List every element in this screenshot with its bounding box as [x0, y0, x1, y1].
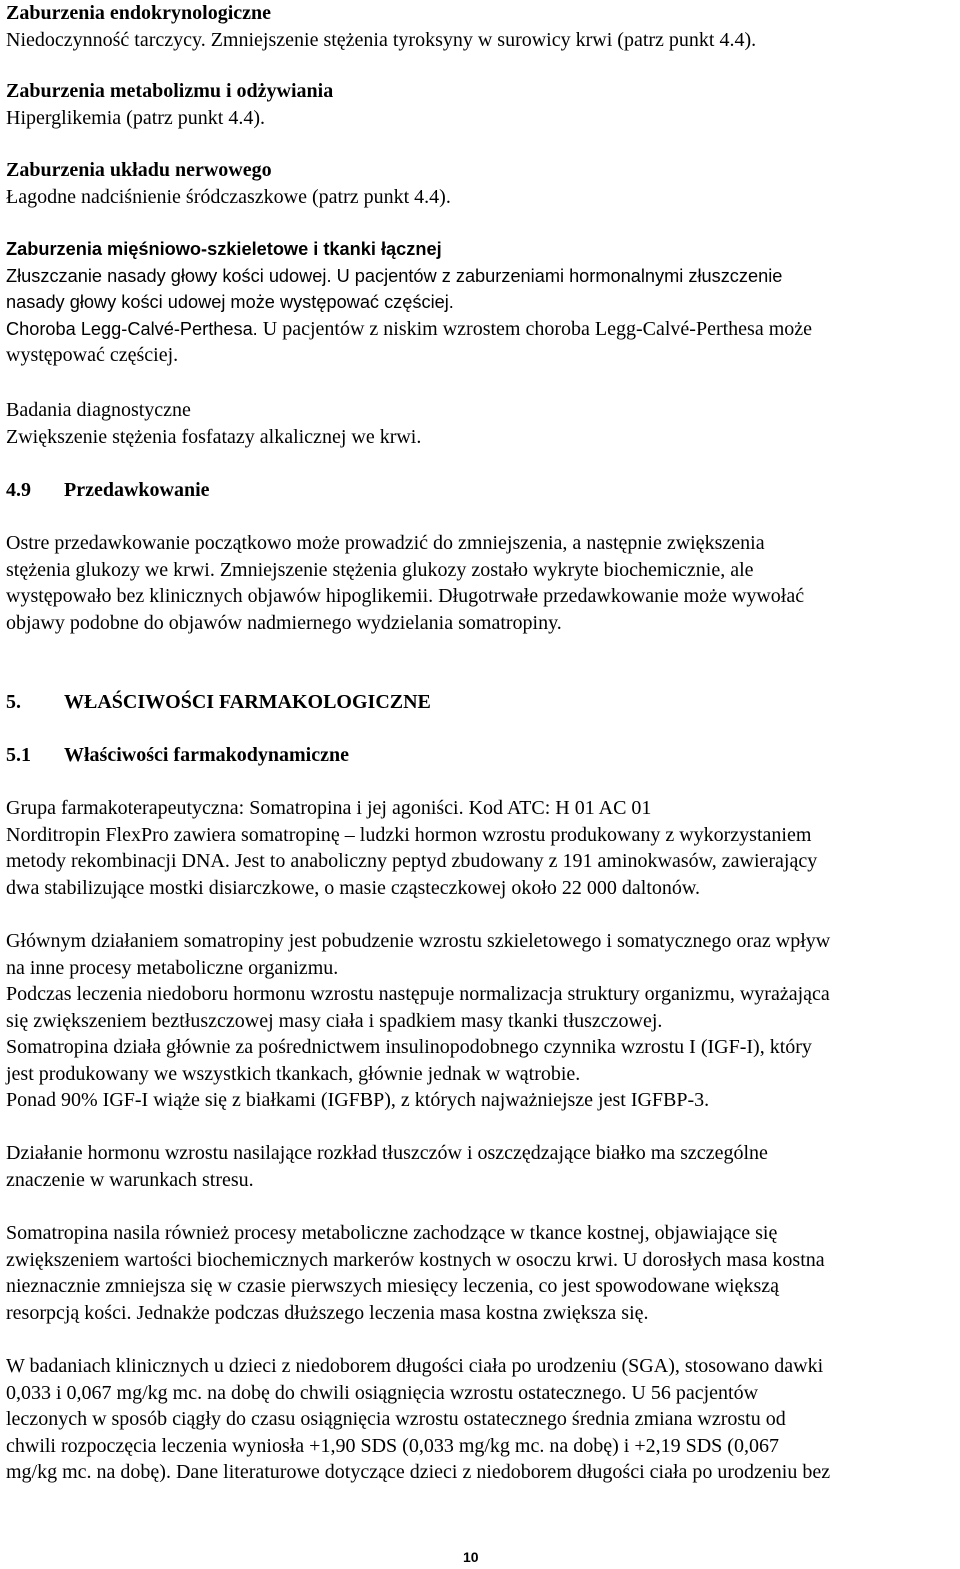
section-heading: Zaburzenia metabolizmu i odżywiania — [6, 80, 334, 102]
paragraph-line: objawy podobne do objawów nadmiernego wydzielania somatropiny. — [6, 611, 562, 634]
paragraph-line: na inne procesy metaboliczne organizmu. — [6, 956, 339, 979]
section-text-sans: Choroba Legg-Calvé-Perthesa. — [6, 318, 258, 339]
paragraph-hormone-action — [6, 1140, 956, 1193]
paragraph-line: Ostre przedawkowanie początkowo może prowadzić do zmniejszenia, a następnie zwiększenia — [6, 532, 765, 554]
heading-4-9 — [6, 477, 956, 504]
section-endocrine — [6, 0, 956, 53]
paragraph-line: W badaniach klinicznych u dzieci z niedoborem długości ciała po urodzeniu (SGA), stosowano dawki — [6, 1355, 824, 1377]
section-heading: Badania diagnostyczne — [6, 399, 191, 421]
paragraph-line: chwili rozpoczęcia leczenia wyniosła +1,90 SDS (0,033 mg/kg mc. na dobę) i +2,19 SDS (0,067 — [6, 1434, 779, 1457]
page-number: 10 — [463, 1549, 479, 1565]
heading-title: Właściwości farmakodynamiczne — [64, 744, 349, 766]
paragraph-line: metody rekombinacji DNA. Jest to anaboliczny peptyd zbudowany z 191 aminokwasów, zawierający — [6, 850, 818, 872]
paragraph-line: jest produkowany we wszystkich tkankach, głównie jednak w wątrobie. — [6, 1062, 581, 1085]
section-heading: Zaburzenia endokrynologiczne — [6, 2, 272, 24]
paragraph-line: występowało bez klinicznych objawów hipoglikemii. Długotrwałe przedawkowanie może wywołać — [6, 585, 805, 607]
paragraph-line: zwiększeniem wartości biochemicznych markerów kostnych w osoczu krwi. U dorosłych masa kostna — [6, 1248, 825, 1271]
paragraph-overdose — [6, 530, 956, 636]
paragraph-line: Głównym działaniem somatropiny jest pobudzenie wzrostu szkieletowego i somatycznego oraz wpływ — [6, 930, 831, 952]
paragraph-line: 0,033 i 0,067 mg/kg mc. na dobę do chwili osiągnięcia wzrostu ostatecznego. U 56 pacjentów — [6, 1381, 759, 1404]
section-text: Niedoczynność tarczycy. Zmniejszenie stężenia tyroksyny w surowicy krwi (patrz punkt 4.4). — [6, 28, 757, 51]
paragraph-pharmacotherapeutic-group — [6, 795, 956, 901]
section-nervous — [6, 157, 956, 210]
section-diagnostics — [6, 397, 956, 450]
paragraph-line: Grupa farmakoterapeutyczna: Somatropina i jej agoniści. Kod ATC: H 01 AC 01 — [6, 797, 652, 819]
paragraph-main-action — [6, 928, 956, 1114]
section-metabolism — [6, 78, 956, 131]
section-heading: Zaburzenia mięśniowo-szkieletowe i tkanki łącznej — [6, 239, 442, 259]
section-text: U pacjentów z niskim wzrostem choroba Legg-Calvé-Perthesa może — [257, 317, 813, 340]
section-text: występować częściej. — [6, 344, 179, 366]
heading-5 — [6, 689, 956, 716]
section-text: U pacjentów z zaburzeniami hormonalnymi złuszczenie — [331, 265, 783, 286]
paragraph-line: mg/kg mc. na dobę). Dane literaturowe dotyczące dzieci z niedoborem długości ciała po urodzeniu bez — [6, 1461, 831, 1483]
section-text: Hiperglikemia (patrz punkt 4.4). — [6, 106, 266, 129]
paragraph-line: stężenia glukozy we krwi. Zmniejszenie stężenia glukozy zostało wykryte biochemicznie, ale — [6, 558, 754, 581]
section-text: Zwiększenie stężenia fosfatazy alkalicznej we krwi. — [6, 425, 422, 448]
paragraph-line: leczonych w sposób ciągły do czasu osiągnięcia wzrostu ostatecznego średnia zmiana wzrostu od — [6, 1408, 786, 1430]
paragraph-line: Podczas leczenia niedoboru hormonu wzrostu następuje normalizacja struktury organizmu, wyrażająca — [6, 983, 830, 1005]
section-text: nasady głowy kości udowej może występować częściej. — [6, 292, 454, 312]
heading-title: WŁAŚCIWOŚCI FARMAKOLOGICZNE — [64, 691, 431, 713]
heading-5-1 — [6, 742, 956, 769]
heading-number: 5.1 — [6, 744, 31, 766]
section-text-sans: Złuszczanie nasady głowy kości udowej. — [6, 265, 332, 286]
paragraph-line: się zwiększeniem beztłuszczowej masy ciała i spadkiem masy tkanki tłuszczowej. — [6, 1009, 663, 1032]
paragraph-line: Norditropin FlexPro zawiera somatropinę – ludzki hormon wzrostu produkowany z wykorzystaniem — [6, 823, 812, 846]
paragraph-bone-metabolism — [6, 1220, 956, 1326]
section-musculoskeletal — [6, 236, 956, 369]
paragraph-line: dwa stabilizujące mostki disiarczkowe, o masie cząsteczkowej około 22 000 daltonów. — [6, 876, 701, 899]
paragraph-sga-studies — [6, 1353, 956, 1486]
paragraph-line: znaczenie w warunkach stresu. — [6, 1168, 254, 1191]
paragraph-line: Somatropina nasila również procesy metaboliczne zachodzące w tkance kostnej, objawiające się — [6, 1222, 778, 1244]
heading-number: 5. — [6, 691, 21, 713]
paragraph-line: Ponad 90% IGF-I wiąże się z białkami (IGFBP), z których najważniejsze jest IGFBP-3. — [6, 1089, 710, 1111]
heading-title: Przedawkowanie — [64, 479, 210, 501]
paragraph-line: nieznacznie zmniejsza się w czasie pierwszych miesięcy leczenia, co jest spowodowane większą — [6, 1275, 779, 1297]
paragraph-line: Somatropina działa głównie za pośrednictwem insulinopodobnego czynnika wzrostu I (IGF-I), który — [6, 1036, 812, 1058]
section-text: Łagodne nadciśnienie śródczaszkowe (patrz punkt 4.4). — [6, 185, 451, 208]
paragraph-line: resorpcją kości. Jednakże podczas dłuższego leczenia masa kostna zwiększa się. — [6, 1301, 649, 1324]
paragraph-line: Działanie hormonu wzrostu nasilające rozkład tłuszczów i oszczędzające białko ma szczególne — [6, 1142, 768, 1164]
heading-number: 4.9 — [6, 479, 31, 501]
section-heading: Zaburzenia układu nerwowego — [6, 159, 272, 181]
